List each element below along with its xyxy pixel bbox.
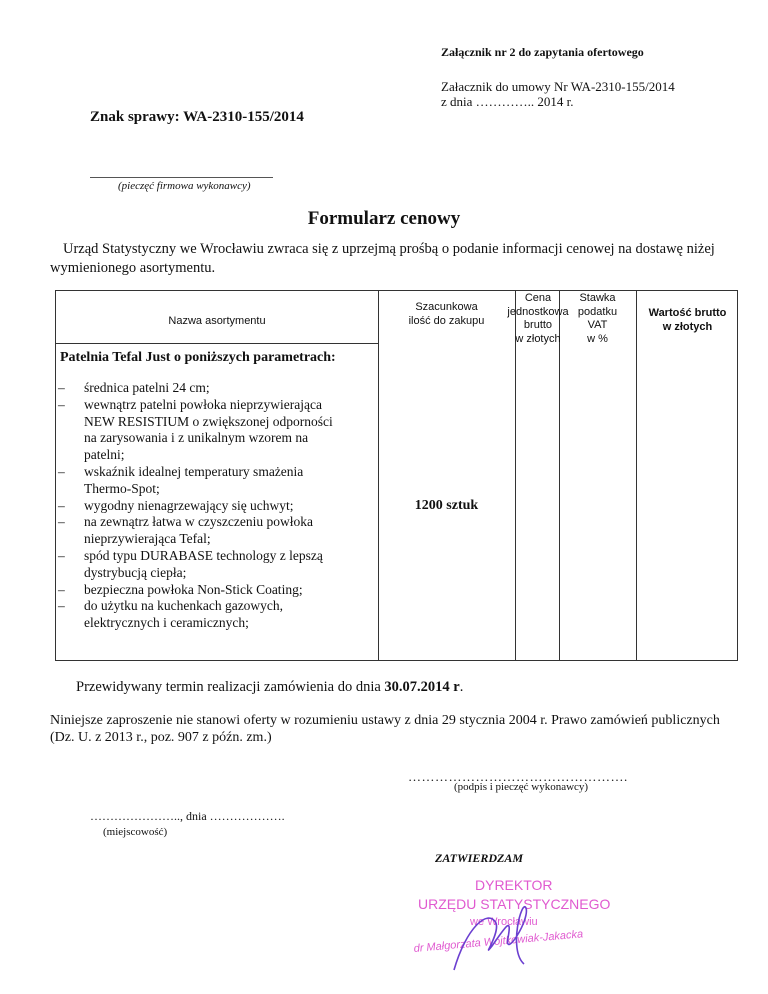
header-unit-price-line: jednostkowa [507,305,569,318]
header-unit-price-line: w złotych [515,332,561,345]
column-divider [515,291,516,660]
column-divider [559,291,560,660]
spec-list [58,380,376,632]
deadline-date: 30.07.2014 r [384,679,460,695]
spec-line: dystrybucją ciepła; [84,564,187,580]
deadline-text [76,679,463,696]
stamp-line-3: we Wrocławiu [470,916,538,928]
spec-item [58,548,376,582]
spec-item [58,514,376,548]
spec-line: Thermo-Spot; [84,480,160,496]
header-name: Nazwa asortymentu [168,315,266,327]
spec-line: średnica patelni 24 cm; [84,380,210,395]
signature-caption: (podpis i pieczęć wykonawcy) [454,781,589,793]
spec-line: wygodny nienagrzewający się uchwyt; [84,497,294,513]
spec-line: bezpieczna powłoka Non-Stick Coating; [84,581,303,597]
spec-item [58,380,376,397]
header-unit-price-line: Cena [524,292,552,304]
bullet-dash: – [58,463,65,479]
header-total-line: Wartość brutto [648,307,727,319]
header-quantity-line: Szacunkowa [415,301,478,313]
header-vat-line: podatku [577,305,618,318]
bullet-dash: – [58,380,65,395]
bullet-dash: – [58,598,65,614]
header-total-line: w złotych [662,320,713,333]
contract-date: z dnia ………….. 2014 r. [441,94,574,109]
spec-item [58,464,376,498]
spec-line: patelni; [84,447,125,463]
column-divider [636,291,637,660]
signature-line: …………………………………………. [408,769,628,784]
spec-item [58,498,376,515]
case-reference: Znak sprawy: WA-2310-155/2014 [90,109,304,125]
price-table [55,290,738,661]
spec-line: na zewnątrz łatwa w czyszczeniu powłoka [84,514,314,530]
attachment-title: Załącznik nr 2 do zapytania ofertowego [441,45,644,59]
spec-line: spód typu DURABASE technology z lepszą [84,547,323,563]
header-divider [56,343,378,344]
column-divider [378,291,379,660]
spec-item [58,582,376,599]
bullet-dash: – [58,514,65,530]
bullet-dash: – [58,396,65,412]
header-vat-line: Stawka [579,292,616,304]
header-vat-line: VAT [587,319,608,331]
intro-paragraph: Urząd Statystyczny we Wrocławiu zwraca się z uprzejmą prośbą o podanie informacji cenowej na dostawę niżej wymienionego asortymentu. [50,241,715,276]
quantity-value: 1200 sztuk [414,498,479,513]
spec-item [58,598,376,632]
deadline-prefix: Przewidywany termin realizacji zamówienia do dnia [76,679,385,695]
spec-item [58,397,376,464]
spec-line: nieprzywierająca Tefal; [84,531,211,547]
spec-line: wskaźnik idealnej temperatury smażenia [84,463,304,479]
approved-label: ZATWIERDZAM [435,851,524,865]
director-stamp [396,868,628,988]
spec-line: NEW RESISTIUM o zwiększonej odporności [84,413,333,429]
spec-line: na zarysowania i z unikalnym wzorem na [84,430,309,446]
stamp-line-2: URZĘDU STATYSTYCZNEGO [418,896,611,912]
header-vat-line: w % [587,332,608,345]
company-stamp-line [90,177,273,178]
contract-reference: Załacznik do umowy Nr WA-2310-155/2014 [441,79,675,94]
header-quantity-line: ilość do zakupu [408,314,485,327]
legal-note: Niniejsze zaproszenie nie stanowi oferty w rozumieniu ustawy z dnia 29 stycznia 2004 r. Prawo zamówień publicznych (Dz. U. z 2013 r., poz. 907 z późn. zm.) [50,713,720,745]
header-total [636,307,739,334]
bullet-dash: – [58,497,65,513]
spec-line: wewnątrz patelni powłoka nieprzywierająca [84,396,323,412]
place-caption: (miejscowość) [103,826,168,838]
form-title: Formularz cenowy [307,208,461,229]
header-unit-price-line: brutto [523,319,553,331]
company-stamp-caption: (pieczęć firmowa wykonawcy) [118,180,251,192]
spec-line: do użytku na kuchenkach gazowych, [84,598,284,614]
header-vat [559,292,636,346]
spec-line: elektrycznych i ceramicznych; [84,615,249,631]
stamp-line-1: DYREKTOR [475,877,553,893]
stamp-line-4: dr Małgorzata Wojtkowiak-Jakacka [413,928,584,955]
place-date-line: ………………….., dnia ………………. [90,809,285,823]
bullet-dash: – [58,581,65,597]
product-title: Patelnia Tefal Just o poniższych parametrach: [60,350,336,365]
deadline-suffix: . [459,679,464,695]
bullet-dash: – [58,547,65,563]
